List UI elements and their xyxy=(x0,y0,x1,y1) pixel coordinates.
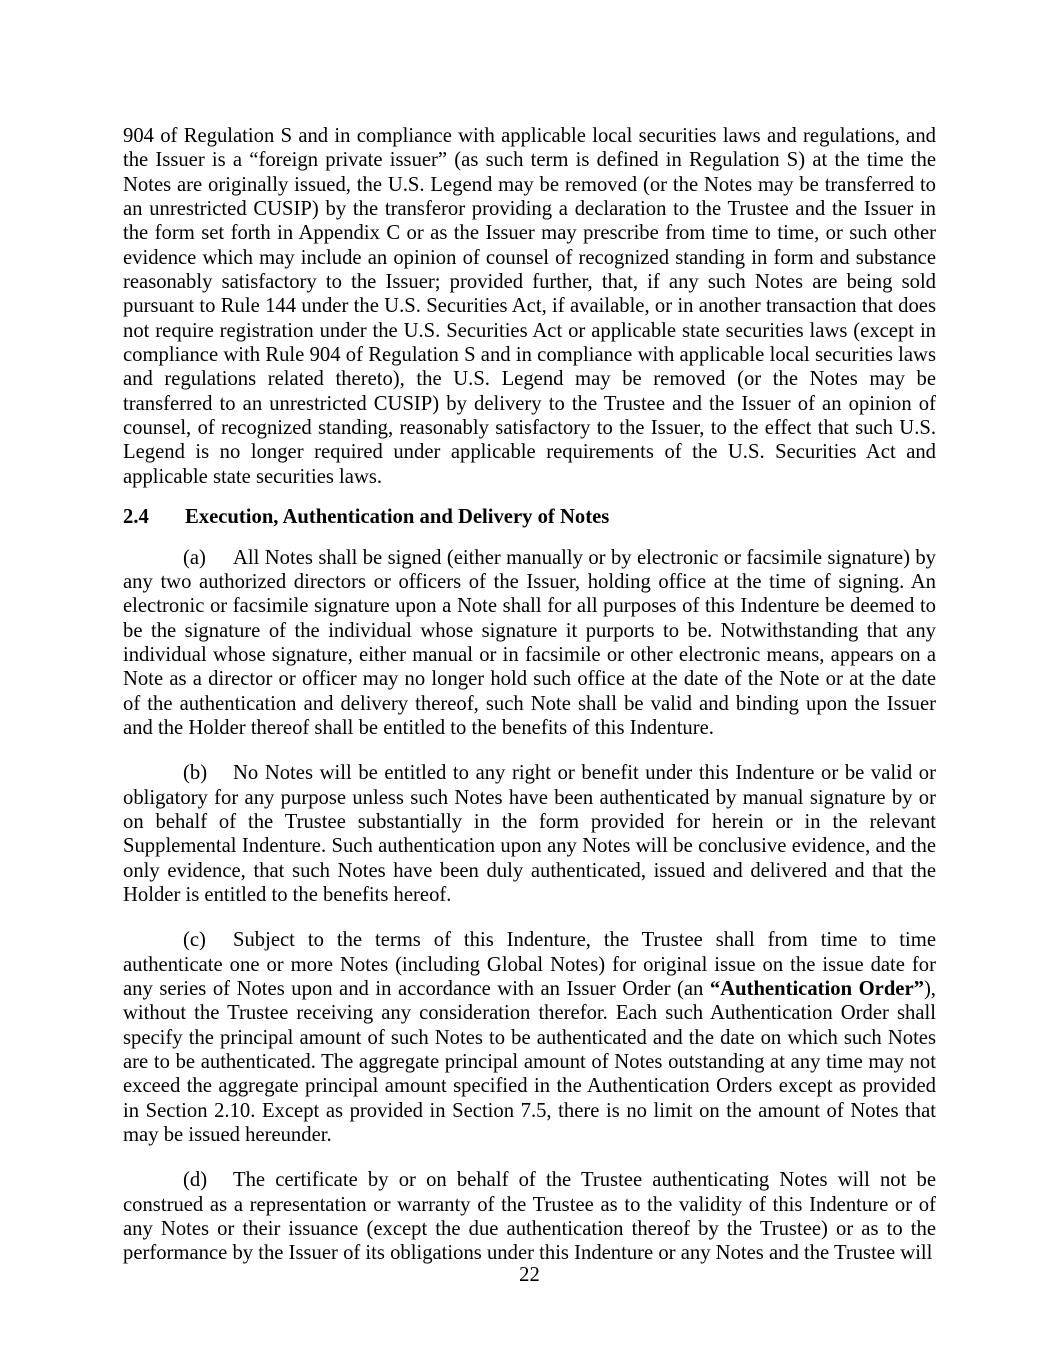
paragraph-d-text: The certificate by or on behalf of the Trustee authenticating Notes will not be construed as a representation or warranty of the Trustee as to the validity of this Indenture or of any Notes or their issuance (except the due authentication thereof by the Trustee) or as to the performance by the Issuer of its obligations under this Indenture or any Notes and the Trustee will xyxy=(123,1169,936,1265)
paragraph-c xyxy=(123,928,936,1147)
section-heading xyxy=(123,505,936,529)
paragraph-d xyxy=(123,1168,936,1265)
paragraph-c-text-after: ), without the Trustee receiving any consideration therefor. Each such Authentication Order shall specify the principal amount of such Notes to be authenticated and the date on which such Notes are to be authenticated. The aggregate principal amount of Notes outstanding at any time may not exceed the aggregate principal amount specified in the Authentication Orders except as provided in Section 2.10. Except as provided in Section 7.5, there is no limit on the amount of Notes that may be issued hereunder. xyxy=(123,978,936,1147)
paragraph-c-text-before: Subject to the terms of this Indenture, the Trustee shall from time to time authenticate one or more Notes (including Global Notes) for original issue on the issue date for any series of Notes upon and in accordance with an Issuer Order (an xyxy=(123,929,936,1000)
text-column xyxy=(123,124,936,1266)
intro-paragraph: 904 of Regulation S and in compliance with applicable local securities laws and regulations, and the Issuer is a “foreign private issuer” (as such term is defined in Regulation S) at the time the Notes are originally issued, the U.S. Legend may be removed (or the Notes may be transferred to an unrestricted CUSIP) by the transferor providing a declaration to the Trustee and the Issuer in the form set forth in Appendix C or as the Issuer may prescribe from time to time, or such other evidence which may include an opinion of counsel of recognized standing in form and substance reasonably satisfactory to the Issuer; provided further, that, if any such Notes are being sold pursuant to Rule 144 under the U.S. Securities Act, if available, or in another transaction that does not require registration under the U.S. Securities Act or applicable state securities laws (except in compliance with Rule 904 of Regulation S and in compliance with applicable local securities laws and regulations related thereto), the U.S. Legend may be removed (or the Notes may be transferred to an unrestricted CUSIP) by delivery to the Trustee and the Issuer of an opinion of counsel, of recognized standing, reasonably satisfactory to the Issuer, to the effect that such U.S. Legend is no longer required under applicable requirements of the U.S. Securities Act and applicable state securities laws. xyxy=(123,125,936,488)
page-number: 22 xyxy=(519,1264,540,1286)
paragraph-a-text: All Notes shall be signed (either manually or by electronic or facsimile signature) by any two authorized directors or officers of the Issuer, holding office at the time of signing. An electronic or facsimile signature upon a Note shall for all purposes of this Indenture be deemed to be the signature of the individual whose signature it purports to be. Notwithstanding that any individual whose signature, either manual or in facsimile or other electronic means, appears on a Note as a director or officer may no longer hold such office at the date of the Note or at the date of the authentication and delivery thereof, such Note shall be valid and binding upon the Issuer and the Holder thereof shall be entitled to the benefits of this Indenture. xyxy=(123,546,936,739)
paragraph-b xyxy=(123,761,936,907)
paragraph-b-label: (b) xyxy=(183,762,208,785)
paragraph-a-label: (a) xyxy=(183,546,206,569)
section-number: 2.4 xyxy=(123,506,149,529)
paragraph-d-label: (d) xyxy=(183,1169,208,1192)
paragraph-c-defined-term: “Authentication Order” xyxy=(709,978,924,1000)
paragraph-c-label: (c) xyxy=(183,929,206,952)
paragraph-b-text: No Notes will be entitled to any right or benefit under this Indenture or be valid or obligatory for any purpose unless such Notes have been authenticated by manual signature by or on behalf of the Trustee substantially in the form provided for herein or in the relevant Supplemental Indenture. Such authentication upon any Notes will be conclusive evidence, and the only evidence, that such Notes have been duly authenticated, issued and delivered and that the Holder is entitled to the benefits hereof. xyxy=(123,762,936,906)
section-title: Execution, Authentication and Delivery of Notes xyxy=(185,506,610,529)
paragraph-a xyxy=(123,546,936,741)
